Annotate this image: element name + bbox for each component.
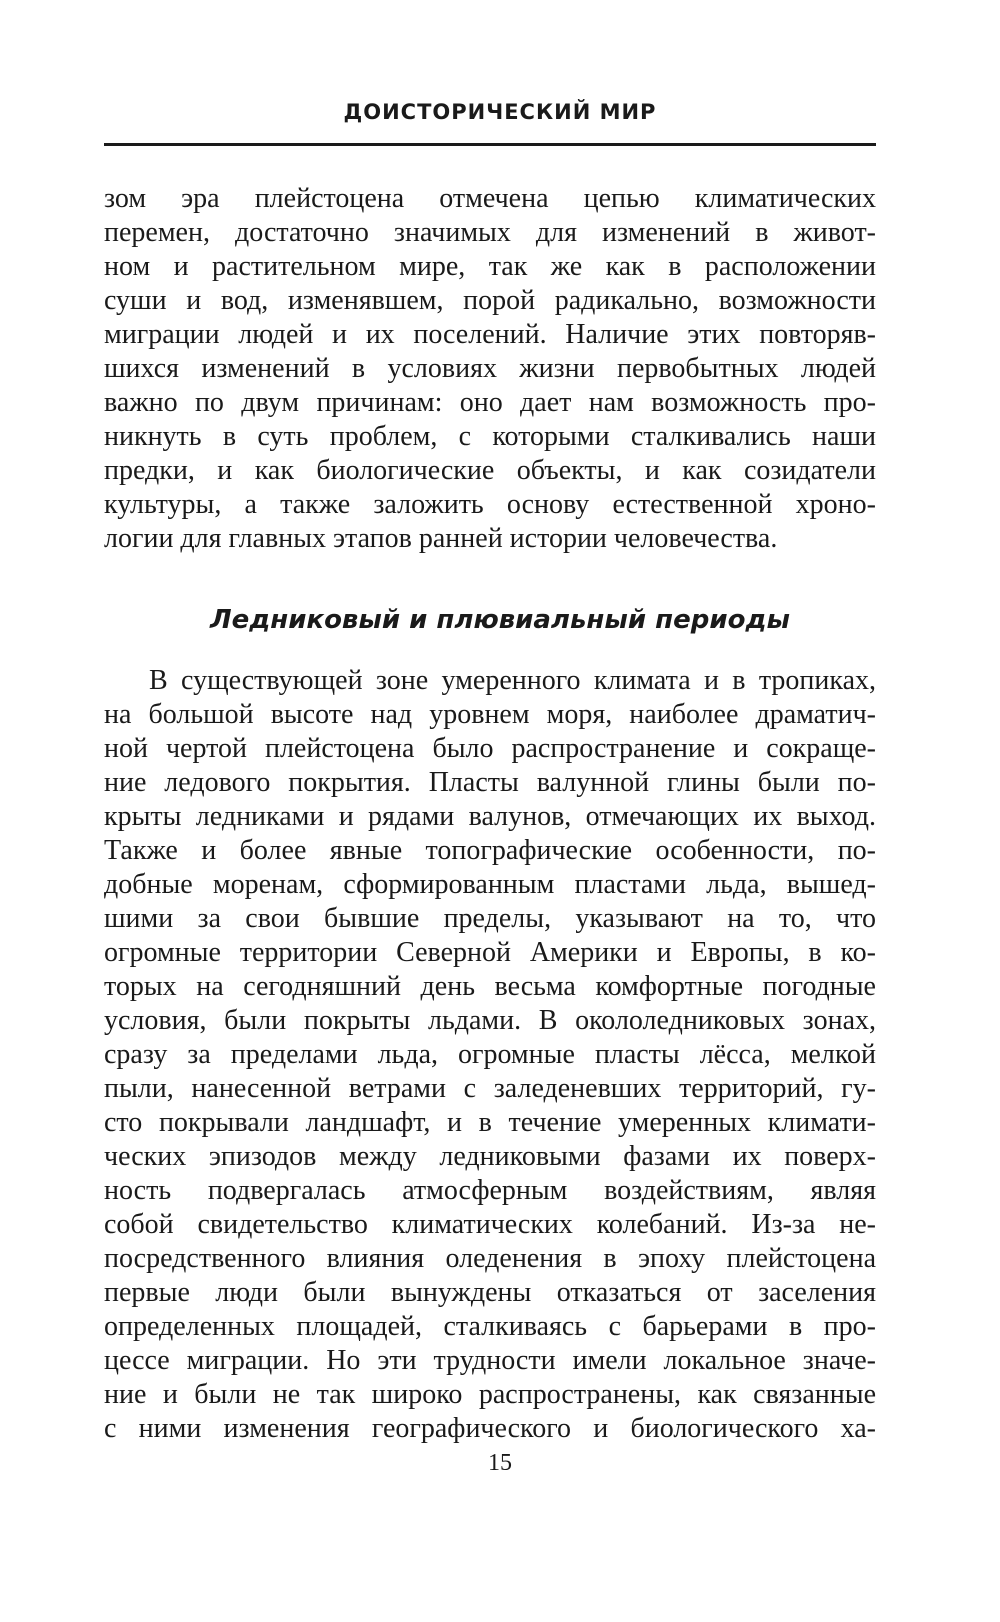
text-line: цессе миграции. Но эти трудности имели локальное значе-: [104, 1345, 876, 1376]
text-line: суши и вод, изменявшем, порой радикально, возможности: [104, 285, 876, 316]
text-line: логии для главных этапов ранней истории человечества.: [104, 523, 778, 554]
running-header-title: ДОИСТОРИЧЕСКИЙ МИР: [343, 100, 657, 124]
text-line: ние ледового покрытия. Пласты валунной глины были по-: [104, 767, 876, 798]
text-line: миграции людей и их поселений. Наличие этих повторяв-: [104, 319, 876, 350]
text-line: торых на сегодняшний день весьма комфортные погодные: [104, 971, 876, 1002]
text-line: посредственного влияния оледенения в эпоху плейстоцена: [104, 1243, 876, 1274]
section-heading: Ледниковый и плювиальный периоды: [210, 605, 790, 635]
text-line: крыты ледниками и рядами валунов, отмечающих их выход.: [104, 801, 876, 832]
text-line: ческих эпизодов между ледниковыми фазами их поверх-: [104, 1141, 876, 1172]
text-line: ние и были не так широко распространены, как связанные: [104, 1379, 876, 1410]
text-line: добные моренам, сформированным пластами льда, вышед-: [104, 869, 876, 900]
text-line: определенных площадей, сталкиваясь с барьерами в про-: [104, 1311, 876, 1342]
text-line: первые люди были вынуждены отказаться от заселения: [104, 1277, 876, 1308]
text-line: огромные территории Северной Америки и Европы, в ко-: [104, 937, 876, 968]
text-line: предки, и как биологические объекты, и как созидатели: [104, 455, 876, 486]
text-line: шихся изменений в условиях жизни первобытных людей: [104, 353, 876, 384]
text-line: шими за свои бывшие пределы, указывают на то, что: [104, 903, 876, 934]
text-line: Также и более явные топографические особенности, по-: [104, 835, 876, 866]
text-line: пыли, нанесенной ветрами с заледеневших территорий, гу-: [104, 1073, 876, 1104]
text-line: сразу за пределами льда, огромные пласты лёсса, мелкой: [104, 1039, 876, 1070]
text-line: важно по двум причинам: оно дает нам возможность про-: [104, 387, 876, 418]
text-line: культуры, а также заложить основу естественной хроно-: [104, 489, 876, 520]
text-line: зом эра плейстоцена отмечена цепью климатических: [104, 183, 876, 214]
page-number: 15: [488, 1450, 512, 1476]
text-line: никнуть в суть проблем, с которыми сталкивались наши: [104, 421, 876, 452]
text-line: ной чертой плейстоцена было распространение и сокраще-: [104, 733, 876, 764]
text-line: с ними изменения географического и биологического ха-: [104, 1413, 876, 1444]
text-line: собой свидетельство климатических колебаний. Из-за не-: [104, 1209, 876, 1240]
text-line: условия, были покрыты льдами. В окололедниковых зонах,: [104, 1005, 876, 1036]
text-line: ном и растительном мире, так же как в расположении: [104, 251, 876, 282]
text-line: сто покрывали ландшафт, и в течение умеренных климати-: [104, 1107, 876, 1138]
paragraph-glacial-periods: [104, 664, 876, 1446]
text-line: В существующей зоне умеренного климата и в тропиках,: [149, 665, 876, 696]
paragraph-continued: [104, 182, 876, 556]
header-rule: [104, 143, 876, 146]
text-line: ность подвергалась атмосферным воздействиям, являя: [104, 1175, 876, 1206]
text-line: перемен, достаточно значимых для изменений в живот-: [104, 217, 876, 248]
text-line: на большой высоте над уровнем моря, наиболее драматич-: [104, 699, 876, 730]
